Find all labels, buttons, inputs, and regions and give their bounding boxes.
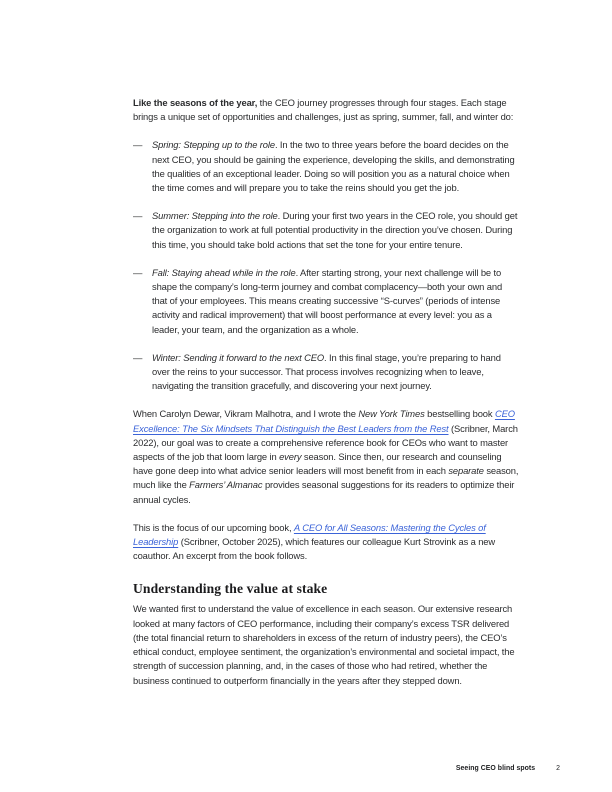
bullet-text [152, 351, 519, 394]
season-bullet-item [133, 138, 519, 195]
text-segment: Fall: Staying ahead while in the role [152, 266, 296, 278]
text-segment: . In this final stage, you’re preparing to hand over the reins to your successor. That process involves recognizing when to leave, navigating the transition gracefully, and discovering your next journey. [152, 351, 501, 392]
footer-section-title: Seeing CEO blind spots [455, 764, 536, 772]
page-number: 2 [556, 764, 560, 772]
article-body [133, 96, 519, 702]
season-bullet-item [133, 209, 519, 252]
text-segment: (Scribner, October 2025), which features our colleague Kurt Strovink as a new coauthor. An excerpt from the book follows. [133, 536, 496, 562]
text-segment: Summer: Stepping into the role [152, 210, 278, 222]
text-segment: every [279, 451, 302, 463]
season-bullet-list [133, 138, 519, 393]
text-segment: . During your first two years in the CEO role, you should get the organization to work at full potential productivity in the direction you’ve chosen. During this time, you should take bold actions that set the tone for your entire tenure. [152, 210, 518, 250]
text-segment: bestselling book [424, 408, 495, 420]
season-bullet-item [133, 266, 519, 337]
bullet-text [152, 138, 519, 195]
text-segment: We wanted first to understand the value of excellence in each season. Our extensive research looked at many factors of CEO performance, including their company’s excess TSR delivered (the total financial return to shareholders in excess of the return of industry peers), the CEO’s ethical conduct, employee sentiment, the organization’s environmental and societal impact, the strength of succession planning, and, in the cases of those who had retired, whether the business continued to outperform financially in the years after they stepped down. [133, 603, 515, 686]
text-segment: . In the two to three years before the board decides on the next CEO, you should be gaining the experience, developing the skills, and demonstrating the qualities of an exceptional leader. Doing so will position you as a natural choice when the time comes and will prepare you to take the reins should you get the job. [152, 139, 515, 194]
text-segment: When Carolyn Dewar, Vikram Malhotra, and I wrote the [133, 408, 359, 420]
text-segment: separate [448, 465, 484, 477]
bullet-text [152, 266, 519, 337]
season-bullet-item [133, 351, 519, 394]
text-segment: the CEO journey progresses through four stages. Each stage brings a unique set of opportunities and challenges, just as spring, summer, fall, and winter do: [133, 97, 514, 123]
book-title-link[interactable]: CEO Excellence: The Six Mindsets That Distinguish the Best Leaders from the Rest [133, 408, 515, 434]
text-segment: (Scribner, March 2022), our goal was to create a comprehensive reference book for CEOs who want to master aspects of the job that loom large in [133, 422, 518, 463]
text-segment: provides seasonal suggestions for its readers to optimize their annual cycles. [133, 479, 515, 505]
text-segment: Farmers’ Almanac [189, 479, 263, 491]
bullet-text [152, 209, 519, 252]
text-segment: season, much like the [133, 465, 519, 491]
text-segment: Spring: Stepping up to the role [152, 139, 275, 151]
paragraph-value-at-stake [133, 602, 519, 687]
bullet-dash: — [133, 351, 143, 363]
bullet-dash: — [133, 139, 143, 151]
paragraph-upcoming-book [133, 521, 519, 564]
section-heading: Understanding the value at stake [133, 581, 328, 597]
text-segment: Winter: Sending it forward to the next CEO [152, 351, 325, 363]
text-segment: . After starting strong, your next challenge will be to shape the company’s long-term journey and combat complacency—both your own and that of your employees. This means creating successive “S-curves” (periods of intense activity and radical improvement) that will boost performance at every level: you as a leader, your team, and the organization as a whole. [152, 266, 503, 335]
text-segment: New York Times [358, 408, 425, 420]
text-segment: Like the seasons of the year, [133, 97, 258, 108]
bullet-dash: — [133, 266, 143, 278]
text-segment: season. Since then, our research and counseling have gone deep into what advice senior leaders will most benefit from in each [133, 451, 502, 477]
book-title-link[interactable]: A CEO for All Seasons: Mastering the Cycles of Leadership [133, 521, 486, 548]
bullet-dash: — [133, 210, 143, 222]
text-segment: This is the focus of our upcoming book, [133, 521, 294, 533]
page-footer [0, 765, 560, 773]
paragraph-ceo-excellence [133, 407, 519, 506]
intro-paragraph [133, 96, 519, 124]
